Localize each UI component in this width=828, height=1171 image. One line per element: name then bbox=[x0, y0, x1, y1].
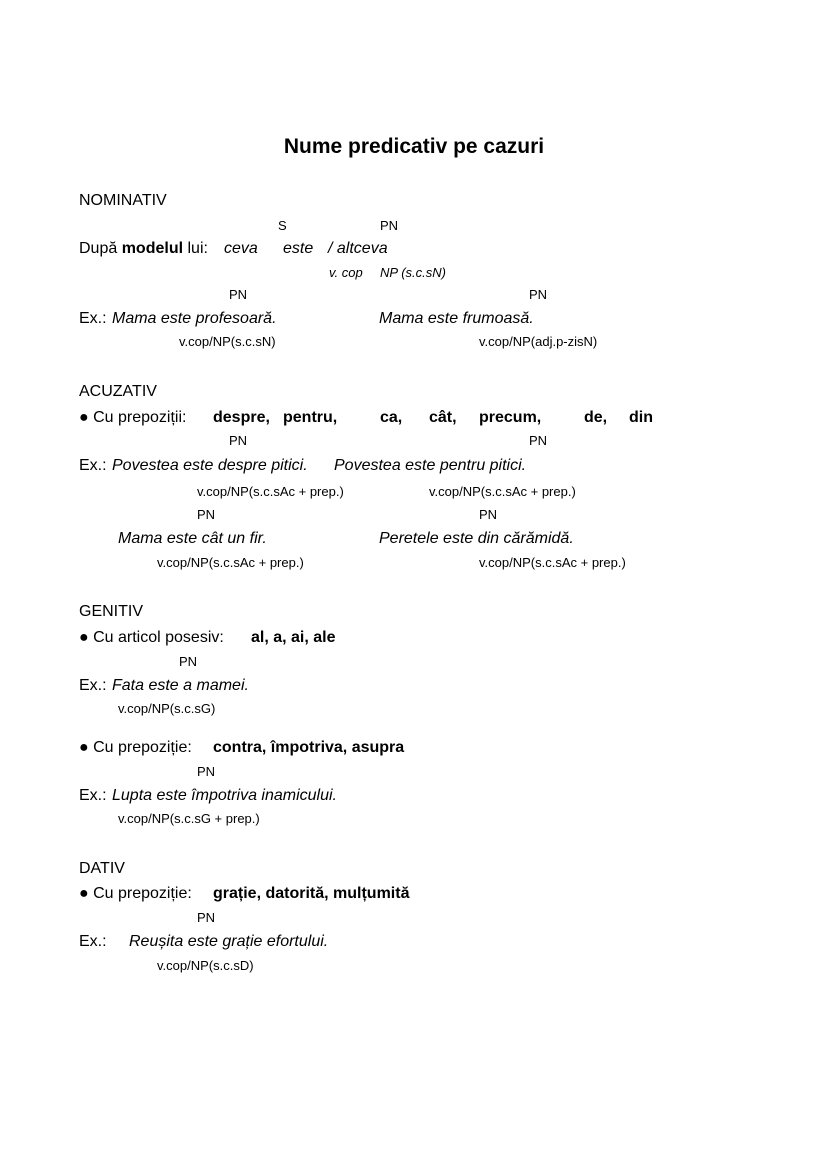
label-pn: PN bbox=[479, 507, 498, 522]
text: După bbox=[79, 240, 122, 257]
ex-label: Ex.: bbox=[79, 457, 107, 474]
annotation: v.cop/NP(s.c.sN) bbox=[179, 334, 276, 349]
prep: ca, bbox=[380, 409, 403, 426]
label-pn: PN bbox=[197, 910, 216, 925]
bullet-label: ● Cu articol posesiv: bbox=[79, 629, 224, 646]
label-pn: PN bbox=[197, 764, 216, 779]
prep: cât, bbox=[429, 409, 457, 426]
text: lui: bbox=[183, 240, 208, 257]
section-heading-nominativ: NOMINATIV bbox=[79, 192, 167, 209]
example: Fata este a mamei. bbox=[112, 677, 249, 694]
annotation: v.cop/NP(s.c.sD) bbox=[157, 958, 254, 973]
example: Peretele este din cărămidă. bbox=[379, 530, 574, 547]
ex-label: Ex.: bbox=[79, 310, 107, 327]
label-pn: PN bbox=[179, 654, 198, 669]
annotation: v.cop/NP(s.c.sG) bbox=[118, 701, 216, 716]
label-pn: PN bbox=[529, 433, 548, 448]
annot-np: NP (s.c.sN) bbox=[380, 265, 446, 280]
annotation: v.cop/NP(s.c.sAc + prep.) bbox=[157, 555, 304, 570]
example: Reușita este grație efortului. bbox=[129, 933, 329, 950]
label-pn: PN bbox=[229, 433, 248, 448]
example: Mama este cât un fir. bbox=[118, 530, 267, 547]
annotation: v.cop/NP(s.c.sAc + prep.) bbox=[479, 555, 626, 570]
label-pn: PN bbox=[380, 218, 399, 233]
word-este: este bbox=[283, 240, 314, 257]
page-title: Nume predicativ pe cazuri bbox=[283, 135, 545, 158]
label-pn: PN bbox=[229, 287, 248, 302]
annotation: v.cop/NP(s.c.sG + prep.) bbox=[118, 811, 260, 826]
word-altceva: / altceva bbox=[328, 240, 388, 257]
prep: pentru, bbox=[283, 409, 338, 426]
preps: grație, datorită, mulțumită bbox=[213, 885, 410, 902]
text-bold: modelul bbox=[121, 240, 184, 257]
prep: de, bbox=[584, 409, 608, 426]
prep: despre, bbox=[213, 409, 270, 426]
section-heading-dativ: DATIV bbox=[79, 860, 125, 877]
section-heading-acuzativ: ACUZATIV bbox=[79, 383, 157, 400]
ex-label: Ex.: bbox=[79, 933, 107, 950]
articles: al, a, ai, ale bbox=[251, 629, 336, 646]
example: Mama este profesoară. bbox=[112, 310, 277, 327]
example: Lupta este împotriva inamicului. bbox=[112, 787, 337, 804]
label-s: S bbox=[278, 218, 287, 233]
ex-label: Ex.: bbox=[79, 677, 107, 694]
section-heading-genitiv: GENITIV bbox=[79, 603, 144, 620]
preps: contra, împotriva, asupra bbox=[213, 739, 405, 756]
model-line bbox=[79, 241, 208, 257]
prep: din bbox=[629, 409, 653, 426]
bullet-label: ● Cu prepoziție: bbox=[79, 885, 192, 902]
example: Povestea este despre pitici. bbox=[112, 457, 308, 474]
ex-label: Ex.: bbox=[79, 787, 107, 804]
prep: precum, bbox=[479, 409, 542, 426]
bullet-label: ● Cu prepoziții: bbox=[79, 409, 187, 426]
annotation: v.cop/NP(s.c.sAc + prep.) bbox=[197, 484, 344, 499]
example: Povestea este pentru pitici. bbox=[334, 457, 527, 474]
word-ceva: ceva bbox=[224, 240, 258, 257]
annotation: v.cop/NP(adj.p-zisN) bbox=[479, 334, 598, 349]
annot-vcop: v. cop bbox=[329, 265, 363, 280]
bullet-label: ● Cu prepoziție: bbox=[79, 739, 192, 756]
annotation: v.cop/NP(s.c.sAc + prep.) bbox=[429, 484, 576, 499]
label-pn: PN bbox=[197, 507, 216, 522]
example: Mama este frumoasă. bbox=[379, 310, 534, 327]
label-pn: PN bbox=[529, 287, 548, 302]
